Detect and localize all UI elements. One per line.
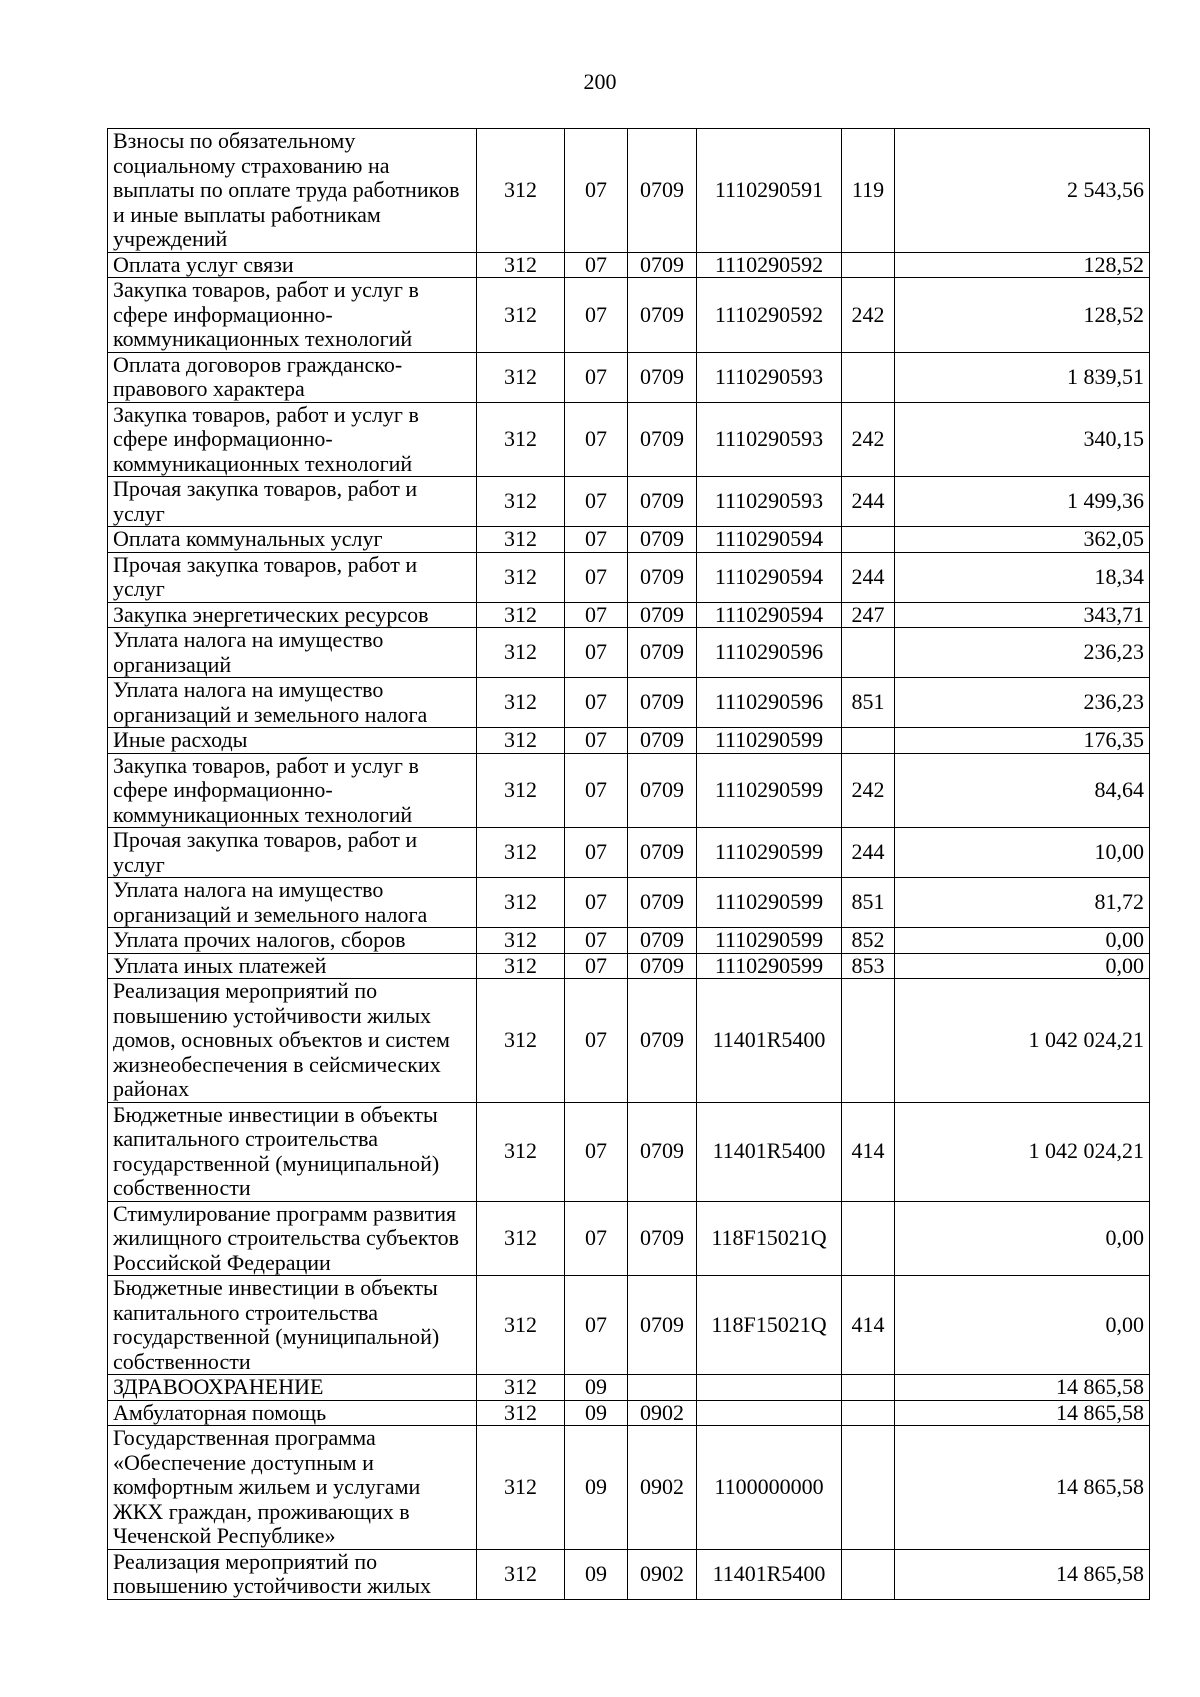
row-name: Амбулаторная помощь — [108, 1400, 477, 1426]
target-article-code: 1110290592 — [697, 252, 842, 278]
subsection-code: 0709 — [628, 129, 697, 253]
row-name: Оплата договоров гражданско-правового характера — [108, 352, 477, 402]
grbs-code: 312 — [477, 402, 565, 477]
table-row — [108, 878, 1150, 928]
subsection-code: 0709 — [628, 628, 697, 678]
target-article-code: 1110290599 — [697, 878, 842, 928]
subsection-code — [628, 1375, 697, 1401]
expense-type-code — [842, 1400, 895, 1426]
expense-type-code: 242 — [842, 753, 895, 828]
row-name: Уплата прочих налогов, сборов — [108, 928, 477, 954]
row-name: Оплата услуг связи — [108, 252, 477, 278]
target-article-code: 1110290593 — [697, 402, 842, 477]
row-name: Прочая закупка товаров, работ и услуг — [108, 828, 477, 878]
expense-type-code: 851 — [842, 678, 895, 728]
amount: 14 865,58 — [895, 1400, 1150, 1426]
table-row — [108, 1426, 1150, 1550]
amount: 362,05 — [895, 527, 1150, 553]
table-row — [108, 278, 1150, 353]
target-article-code: 1110290592 — [697, 278, 842, 353]
subsection-code: 0709 — [628, 828, 697, 878]
subsection-code: 0709 — [628, 753, 697, 828]
section-code: 07 — [565, 527, 628, 553]
target-article-code: 1110290591 — [697, 129, 842, 253]
table-row — [108, 828, 1150, 878]
subsection-code: 0709 — [628, 552, 697, 602]
table-row — [108, 1549, 1150, 1599]
row-name: Прочая закупка товаров, работ и услуг — [108, 477, 477, 527]
subsection-code: 0709 — [628, 953, 697, 979]
target-article-code: 1110290593 — [697, 352, 842, 402]
target-article-code — [697, 1375, 842, 1401]
target-article-code: 1110290594 — [697, 552, 842, 602]
table-row — [108, 1375, 1150, 1401]
expense-type-code: 853 — [842, 953, 895, 979]
amount: 0,00 — [895, 928, 1150, 954]
grbs-code: 312 — [477, 252, 565, 278]
row-name: Реализация мероприятий по повышению устойчивости жилых — [108, 1549, 477, 1599]
section-code: 07 — [565, 878, 628, 928]
section-code: 07 — [565, 678, 628, 728]
target-article-code: 11401R5400 — [697, 979, 842, 1103]
section-code: 07 — [565, 1276, 628, 1375]
target-article-code: 1110290599 — [697, 753, 842, 828]
amount: 0,00 — [895, 1276, 1150, 1375]
row-name: Реализация мероприятий по повышению устойчивости жилых домов, основных объектов и систем жизнеобеспечения в сейсмических районах — [108, 979, 477, 1103]
subsection-code: 0709 — [628, 527, 697, 553]
grbs-code: 312 — [477, 477, 565, 527]
row-name: ЗДРАВООХРАНЕНИЕ — [108, 1375, 477, 1401]
expense-type-code: 242 — [842, 278, 895, 353]
section-code: 07 — [565, 477, 628, 527]
grbs-code: 312 — [477, 953, 565, 979]
grbs-code: 312 — [477, 753, 565, 828]
target-article-code: 1110290599 — [697, 953, 842, 979]
subsection-code: 0709 — [628, 678, 697, 728]
grbs-code: 312 — [477, 1400, 565, 1426]
section-code: 09 — [565, 1426, 628, 1550]
amount: 84,64 — [895, 753, 1150, 828]
table-row — [108, 1201, 1150, 1276]
amount: 176,35 — [895, 728, 1150, 754]
subsection-code: 0709 — [628, 252, 697, 278]
expense-type-code: 119 — [842, 129, 895, 253]
section-code: 07 — [565, 628, 628, 678]
subsection-code: 0709 — [628, 928, 697, 954]
table-row — [108, 753, 1150, 828]
subsection-code: 0709 — [628, 878, 697, 928]
expense-type-code: 852 — [842, 928, 895, 954]
grbs-code: 312 — [477, 552, 565, 602]
row-name: Оплата коммунальных услуг — [108, 527, 477, 553]
row-name: Закупка энергетических ресурсов — [108, 602, 477, 628]
expense-type-code: 247 — [842, 602, 895, 628]
budget-table — [107, 128, 1150, 1600]
target-article-code: 1110290596 — [697, 628, 842, 678]
amount: 340,15 — [895, 402, 1150, 477]
expense-type-code: 851 — [842, 878, 895, 928]
section-code: 07 — [565, 1201, 628, 1276]
amount: 236,23 — [895, 628, 1150, 678]
section-code: 07 — [565, 979, 628, 1103]
amount: 1 042 024,21 — [895, 979, 1150, 1103]
grbs-code: 312 — [477, 602, 565, 628]
table-row — [108, 1102, 1150, 1201]
section-code: 07 — [565, 352, 628, 402]
grbs-code: 312 — [477, 1426, 565, 1550]
amount: 2 543,56 — [895, 129, 1150, 253]
grbs-code: 312 — [477, 278, 565, 353]
section-code: 07 — [565, 928, 628, 954]
expense-type-code — [842, 352, 895, 402]
grbs-code: 312 — [477, 828, 565, 878]
grbs-code: 312 — [477, 878, 565, 928]
table-row — [108, 953, 1150, 979]
table-row — [108, 477, 1150, 527]
amount: 14 865,58 — [895, 1426, 1150, 1550]
expense-type-code: 244 — [842, 477, 895, 527]
amount: 343,71 — [895, 602, 1150, 628]
subsection-code: 0902 — [628, 1549, 697, 1599]
subsection-code: 0709 — [628, 1201, 697, 1276]
target-article-code: 1110290594 — [697, 602, 842, 628]
expense-type-code — [842, 628, 895, 678]
section-code: 07 — [565, 728, 628, 754]
row-name: Стимулирование программ развития жилищного строительства субъектов Российской Федерации — [108, 1201, 477, 1276]
subsection-code: 0709 — [628, 1102, 697, 1201]
grbs-code: 312 — [477, 129, 565, 253]
expense-type-code — [842, 252, 895, 278]
section-code: 07 — [565, 828, 628, 878]
section-code: 09 — [565, 1549, 628, 1599]
subsection-code: 0709 — [628, 278, 697, 353]
expense-type-code — [842, 979, 895, 1103]
grbs-code: 312 — [477, 928, 565, 954]
expense-type-code — [842, 1549, 895, 1599]
target-article-code: 11401R5400 — [697, 1549, 842, 1599]
page-number: 200 — [583, 69, 617, 94]
row-name: Государственная программа «Обеспечение доступным и комфортным жильем и услугами ЖКХ граждан, проживающих в Чеченской Республике» — [108, 1426, 477, 1550]
subsection-code: 0709 — [628, 728, 697, 754]
table-row — [108, 552, 1150, 602]
amount: 18,34 — [895, 552, 1150, 602]
table-row — [108, 527, 1150, 553]
amount: 128,52 — [895, 278, 1150, 353]
section-code: 07 — [565, 953, 628, 979]
grbs-code: 312 — [477, 527, 565, 553]
expense-type-code — [842, 1375, 895, 1401]
section-code: 07 — [565, 129, 628, 253]
row-name: Иные расходы — [108, 728, 477, 754]
subsection-code: 0709 — [628, 477, 697, 527]
grbs-code: 312 — [477, 1549, 565, 1599]
row-name: Взносы по обязательному социальному страхованию на выплаты по оплате труда работников и иные выплаты работникам учреждений — [108, 129, 477, 253]
target-article-code: 118F15021Q — [697, 1201, 842, 1276]
amount: 14 865,58 — [895, 1549, 1150, 1599]
subsection-code: 0902 — [628, 1400, 697, 1426]
amount: 236,23 — [895, 678, 1150, 728]
target-article-code: 1100000000 — [697, 1426, 842, 1550]
row-name: Бюджетные инвестиции в объекты капитального строительства государственной (муниципальной) собственности — [108, 1102, 477, 1201]
section-code: 07 — [565, 602, 628, 628]
amount: 14 865,58 — [895, 1375, 1150, 1401]
section-code: 07 — [565, 753, 628, 828]
section-code: 07 — [565, 278, 628, 353]
row-name: Прочая закупка товаров, работ и услуг — [108, 552, 477, 602]
table-row — [108, 979, 1150, 1103]
expense-type-code — [842, 1426, 895, 1550]
target-article-code: 11401R5400 — [697, 1102, 842, 1201]
expense-type-code: 414 — [842, 1102, 895, 1201]
table-row — [108, 129, 1150, 253]
table-row — [108, 252, 1150, 278]
target-article-code: 1110290599 — [697, 928, 842, 954]
row-name: Закупка товаров, работ и услуг в сфере информационно-коммуникационных технологий — [108, 753, 477, 828]
table-row — [108, 928, 1150, 954]
subsection-code: 0709 — [628, 979, 697, 1103]
row-name: Уплата налога на имущество организаций и земельного налога — [108, 878, 477, 928]
expense-type-code: 414 — [842, 1276, 895, 1375]
target-article-code: 118F15021Q — [697, 1276, 842, 1375]
section-code: 09 — [565, 1375, 628, 1401]
amount: 1 839,51 — [895, 352, 1150, 402]
expense-type-code: 244 — [842, 828, 895, 878]
amount: 0,00 — [895, 953, 1150, 979]
row-name: Закупка товаров, работ и услуг в сфере информационно-коммуникационных технологий — [108, 278, 477, 353]
expense-type-code: 244 — [842, 552, 895, 602]
row-name: Бюджетные инвестиции в объекты капитального строительства государственной (муниципальной) собственности — [108, 1276, 477, 1375]
expense-type-code: 242 — [842, 402, 895, 477]
subsection-code: 0709 — [628, 1276, 697, 1375]
expense-type-code — [842, 527, 895, 553]
target-article-code: 1110290593 — [697, 477, 842, 527]
expense-type-code — [842, 1201, 895, 1276]
target-article-code: 1110290599 — [697, 728, 842, 754]
amount: 10,00 — [895, 828, 1150, 878]
row-name: Уплата налога на имущество организаций — [108, 628, 477, 678]
amount: 81,72 — [895, 878, 1150, 928]
table-row — [108, 728, 1150, 754]
grbs-code: 312 — [477, 1201, 565, 1276]
grbs-code: 312 — [477, 352, 565, 402]
row-name: Закупка товаров, работ и услуг в сфере информационно-коммуникационных технологий — [108, 402, 477, 477]
section-code: 07 — [565, 1102, 628, 1201]
target-article-code: 1110290596 — [697, 678, 842, 728]
section-code: 07 — [565, 552, 628, 602]
table-row — [108, 628, 1150, 678]
row-name: Уплата налога на имущество организаций и земельного налога — [108, 678, 477, 728]
grbs-code: 312 — [477, 678, 565, 728]
amount: 0,00 — [895, 1201, 1150, 1276]
target-article-code: 1110290594 — [697, 527, 842, 553]
section-code: 07 — [565, 252, 628, 278]
amount: 1 042 024,21 — [895, 1102, 1150, 1201]
grbs-code: 312 — [477, 1375, 565, 1401]
table-row — [108, 1400, 1150, 1426]
table-row — [108, 1276, 1150, 1375]
subsection-code: 0709 — [628, 352, 697, 402]
grbs-code: 312 — [477, 1276, 565, 1375]
table-row — [108, 402, 1150, 477]
grbs-code: 312 — [477, 979, 565, 1103]
amount: 128,52 — [895, 252, 1150, 278]
section-code: 09 — [565, 1400, 628, 1426]
grbs-code: 312 — [477, 728, 565, 754]
table-row — [108, 352, 1150, 402]
amount: 1 499,36 — [895, 477, 1150, 527]
table-row — [108, 602, 1150, 628]
grbs-code: 312 — [477, 628, 565, 678]
subsection-code: 0902 — [628, 1426, 697, 1550]
section-code: 07 — [565, 402, 628, 477]
row-name: Уплата иных платежей — [108, 953, 477, 979]
target-article-code — [697, 1400, 842, 1426]
table-row — [108, 678, 1150, 728]
grbs-code: 312 — [477, 1102, 565, 1201]
target-article-code: 1110290599 — [697, 828, 842, 878]
expense-type-code — [842, 728, 895, 754]
subsection-code: 0709 — [628, 602, 697, 628]
subsection-code: 0709 — [628, 402, 697, 477]
